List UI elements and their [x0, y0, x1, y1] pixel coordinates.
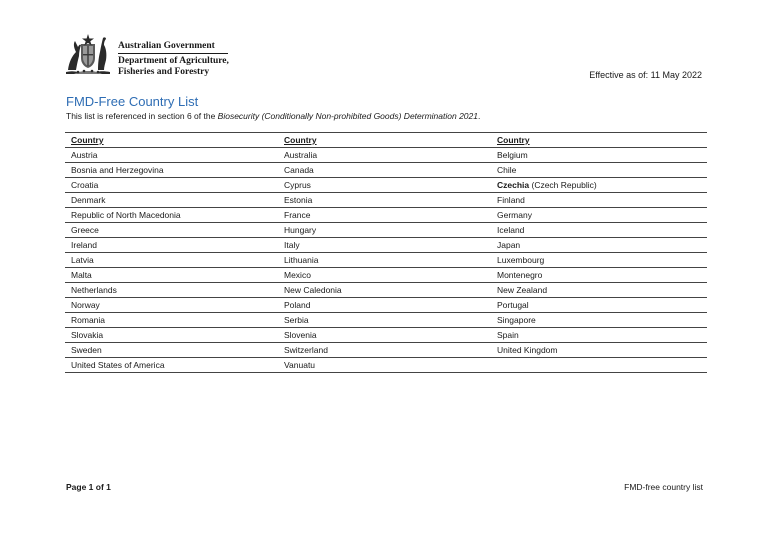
- table-row: [65, 343, 707, 358]
- intro-before: This list is referenced in section 6 of the: [66, 111, 218, 121]
- table-cell: Ireland: [65, 238, 278, 253]
- table-cell: Romania: [65, 313, 278, 328]
- column-header: Country: [491, 133, 707, 148]
- table-row: [65, 283, 707, 298]
- page-title: FMD-Free Country List: [66, 94, 199, 109]
- branding-divider: [118, 53, 228, 54]
- table-row: [65, 208, 707, 223]
- government-branding: [118, 40, 229, 78]
- table-cell: Netherlands: [65, 283, 278, 298]
- table-row: [65, 178, 707, 193]
- footer-document-name: FMD-free country list: [624, 482, 703, 492]
- table-cell: Italy: [278, 238, 491, 253]
- table-cell: Australia: [278, 148, 491, 163]
- table-row: [65, 298, 707, 313]
- table-header-row: [65, 133, 707, 148]
- table-cell: Estonia: [278, 193, 491, 208]
- table-cell: Vanuatu: [278, 358, 491, 373]
- table-row: [65, 238, 707, 253]
- table-row: [65, 163, 707, 178]
- table-row: [65, 268, 707, 283]
- department-name-line1: Department of Agriculture,: [118, 56, 229, 66]
- table-cell: Montenegro: [491, 268, 707, 283]
- table-cell: Hungary: [278, 223, 491, 238]
- table-cell: Slovakia: [65, 328, 278, 343]
- table-row: [65, 148, 707, 163]
- table-row: [65, 223, 707, 238]
- table-row: [65, 193, 707, 208]
- table-cell: United Kingdom: [491, 343, 707, 358]
- table-cell: Singapore: [491, 313, 707, 328]
- country-table-body: [65, 148, 707, 373]
- table-cell: Poland: [278, 298, 491, 313]
- table-cell: Republic of North Macedonia: [65, 208, 278, 223]
- country-name-alternate: (Czech Republic): [529, 180, 597, 190]
- table-cell: New Zealand: [491, 283, 707, 298]
- table-cell: Lithuania: [278, 253, 491, 268]
- table-row: [65, 358, 707, 373]
- table-cell: France: [278, 208, 491, 223]
- column-header: Country: [278, 133, 491, 148]
- table-cell: [491, 178, 707, 193]
- table-cell: [491, 358, 707, 373]
- table-cell: Finland: [491, 193, 707, 208]
- country-name-emphasis: Czechia: [497, 180, 530, 190]
- table-cell: Serbia: [278, 313, 491, 328]
- table-cell: Bosnia and Herzegovina: [65, 163, 278, 178]
- table-cell: Canada: [278, 163, 491, 178]
- intro-text: [66, 111, 480, 121]
- table-cell: United States of America: [65, 358, 278, 373]
- table-cell: Cyprus: [278, 178, 491, 193]
- table-cell: Iceland: [491, 223, 707, 238]
- department-name-line2: Fisheries and Forestry: [118, 67, 210, 77]
- table-cell: Greece: [65, 223, 278, 238]
- table-cell: Belgium: [491, 148, 707, 163]
- table-cell: Mexico: [278, 268, 491, 283]
- table-cell: Japan: [491, 238, 707, 253]
- table-cell: Portugal: [491, 298, 707, 313]
- effective-date: Effective as of: 11 May 2022: [589, 70, 702, 80]
- table-cell: Slovenia: [278, 328, 491, 343]
- table-cell: New Caledonia: [278, 283, 491, 298]
- table-cell: Norway: [65, 298, 278, 313]
- intro-after: .: [478, 111, 481, 121]
- table-row: [65, 253, 707, 268]
- table-row: [65, 313, 707, 328]
- page-number: Page 1 of 1: [66, 482, 111, 492]
- table-cell: Denmark: [65, 193, 278, 208]
- table-cell: Latvia: [65, 253, 278, 268]
- table-cell: Germany: [491, 208, 707, 223]
- intro-legislation-title: Biosecurity (Conditionally Non-prohibited Goods) Determination 2021: [217, 111, 478, 121]
- table-cell: Chile: [491, 163, 707, 178]
- table-row: [65, 328, 707, 343]
- table-cell: Sweden: [65, 343, 278, 358]
- table-cell: Spain: [491, 328, 707, 343]
- coat-of-arms-icon: [64, 30, 112, 78]
- table-cell: Croatia: [65, 178, 278, 193]
- column-header: Country: [65, 133, 278, 148]
- government-name: Australian Government: [118, 41, 215, 51]
- table-cell: Luxembourg: [491, 253, 707, 268]
- letterhead: [64, 30, 708, 82]
- table-cell: Switzerland: [278, 343, 491, 358]
- country-table: [65, 132, 707, 373]
- table-cell: Malta: [65, 268, 278, 283]
- table-cell: Austria: [65, 148, 278, 163]
